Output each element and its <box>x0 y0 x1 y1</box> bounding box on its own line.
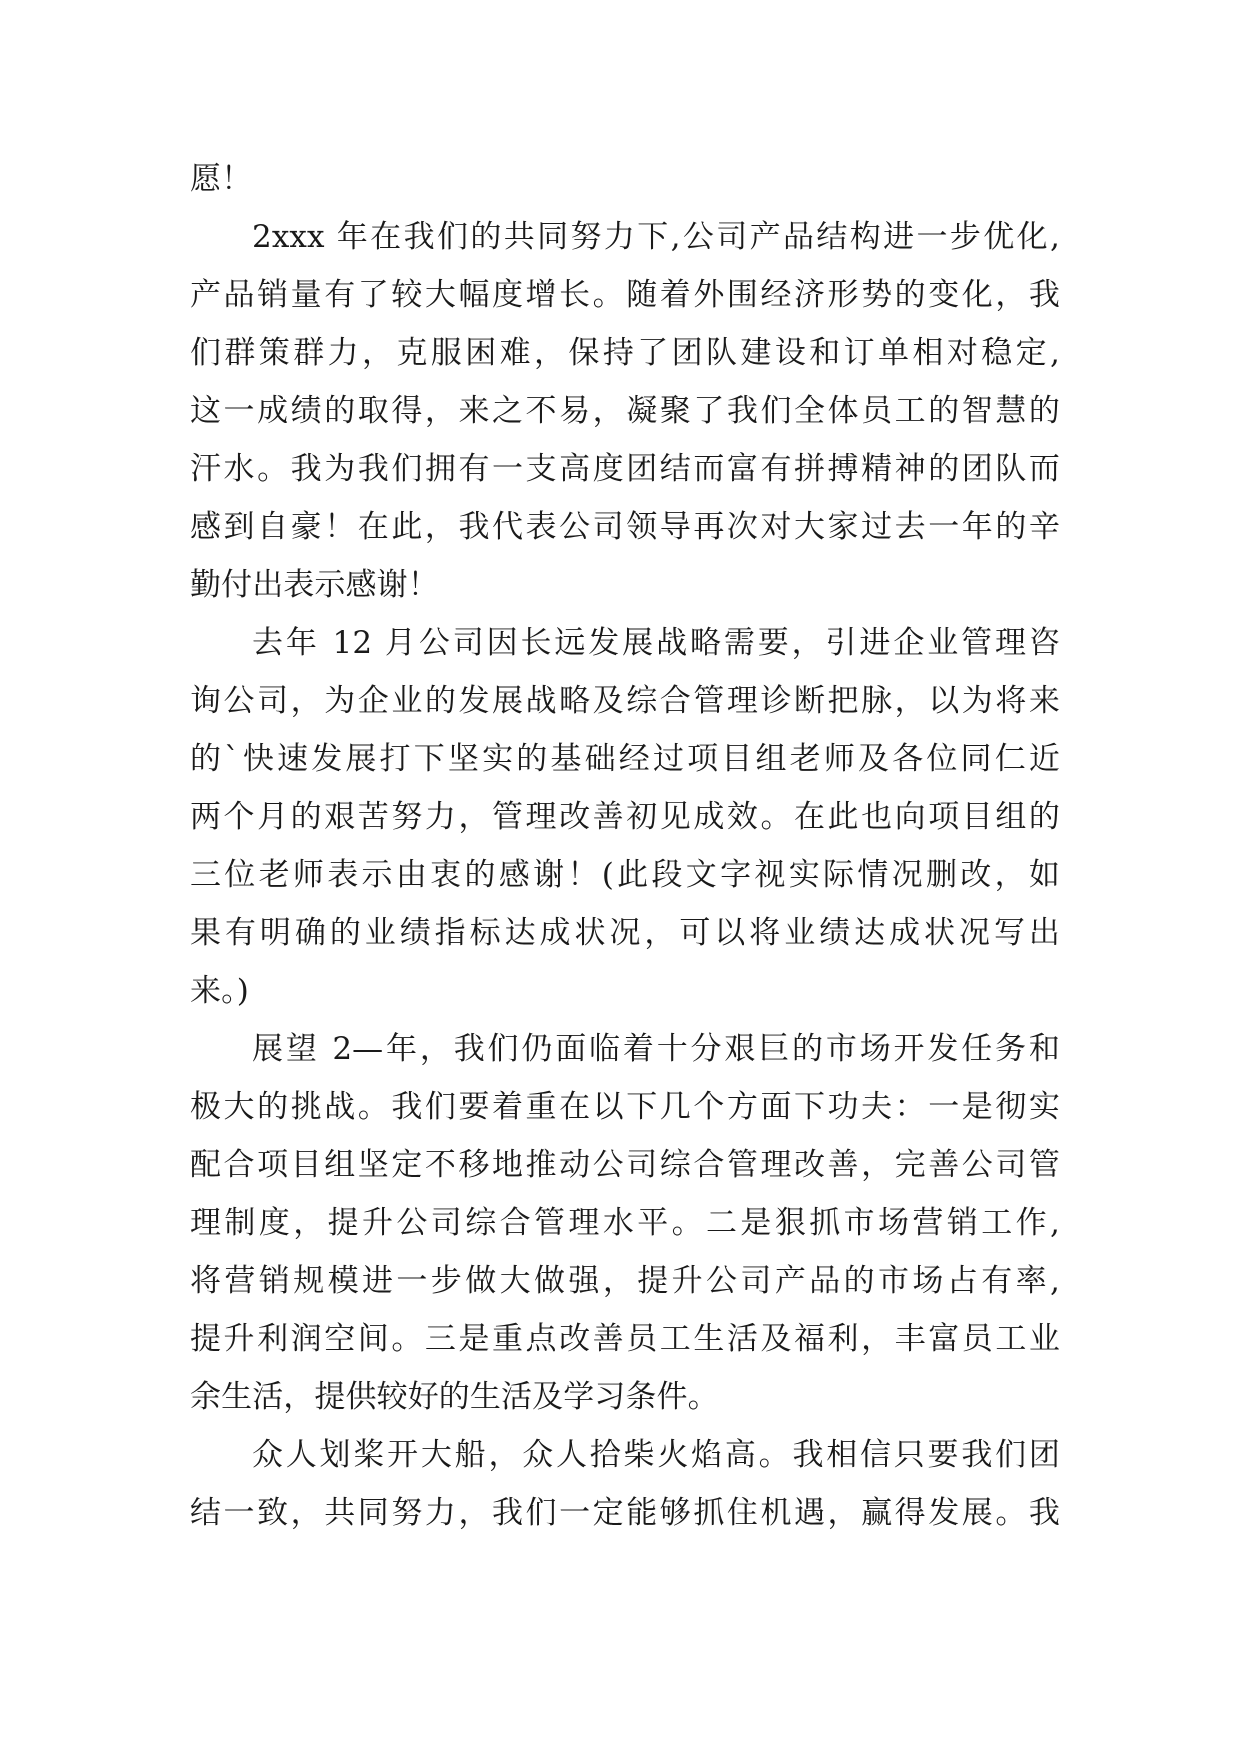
body-text <box>190 150 1060 1542</box>
text-line: 询公司，为企业的发展战略及综合管理诊断把脉，以为将来 <box>190 683 1060 719</box>
text-line: 来。) <box>190 973 249 1009</box>
text-line: 极大的挑战。我们要着重在以下几个方面下功夫：一是彻实 <box>190 1089 1060 1125</box>
text-line: 勤付出表示感谢！ <box>190 567 439 603</box>
text-line: 2xxx 年在我们的共同努力下,公司产品结构进一步优化, <box>252 219 1060 255</box>
text-line: 汗水。我为我们拥有一支高度团结而富有拼搏精神的团队而 <box>190 451 1060 487</box>
text-line: 众人划桨开大船，众人拾柴火焰高。我相信只要我们团 <box>252 1437 1060 1473</box>
text-line: 感到自豪！在此，我代表公司领导再次对大家过去一年的辛 <box>190 509 1060 545</box>
text-line: 这一成绩的取得，来之不易，凝聚了我们全体员工的智慧的 <box>190 393 1060 429</box>
text-line: 将营销规模进一步做大做强，提升公司产品的市场占有率, <box>190 1263 1060 1299</box>
text-line: 三位老师表示由衷的感谢！(此段文字视实际情况删改，如 <box>190 857 1060 893</box>
text-line: 理制度，提升公司综合管理水平。二是狠抓市场营销工作, <box>190 1205 1060 1241</box>
text-line: 结一致，共同努力，我们一定能够抓住机遇，赢得发展。我 <box>190 1495 1060 1531</box>
text-line: 的`快速发展打下坚实的基础经过项目组老师及各位同仁近 <box>190 741 1060 777</box>
text-line: 们群策群力，克服困难，保持了团队建设和订单相对稳定, <box>190 335 1060 371</box>
text-line: 去年 12 月公司因长远发展战略需要，引进企业管理咨 <box>252 625 1060 661</box>
paragraph <box>190 1426 1060 1542</box>
paragraph <box>190 150 1060 208</box>
text-line: 两个月的艰苦努力，管理改善初见成效。在此也向项目组的 <box>190 799 1060 835</box>
text-line: 提升利润空间。三是重点改善员工生活及福利，丰富员工业 <box>190 1321 1060 1357</box>
text-line: 果有明确的业绩指标达成状况，可以将业绩达成状况写出 <box>190 915 1060 951</box>
text-line: 产品销量有了较大幅度增长。随着外围经济形势的变化，我 <box>190 277 1060 313</box>
text-line: 展望 2—年，我们仍面临着十分艰巨的市场开发任务和 <box>252 1031 1060 1067</box>
text-line: 余生活，提供较好的生活及学习条件。 <box>190 1379 719 1415</box>
paragraph <box>190 208 1060 614</box>
text-line: 配合项目组坚定不移地推动公司综合管理改善，完善公司管 <box>190 1147 1060 1183</box>
paragraph <box>190 614 1060 1020</box>
text-line: 愿！ <box>190 161 253 197</box>
paragraph <box>190 1020 1060 1426</box>
